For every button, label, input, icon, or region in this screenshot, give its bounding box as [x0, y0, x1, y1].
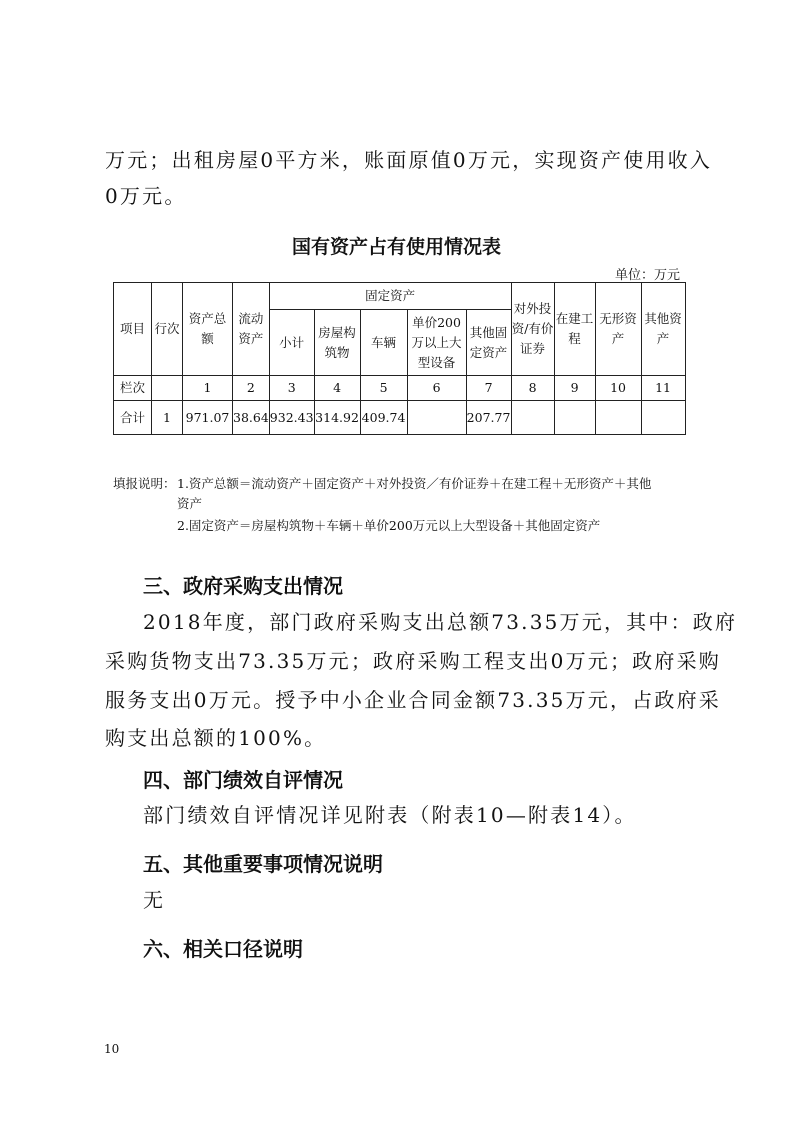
section-6-heading: 六、相关口径说明 [143, 937, 303, 961]
intro-line-2: 0万元。 [105, 184, 187, 208]
header-current-assets: 流动资产 [233, 283, 270, 376]
notes-line-1: 1.资产总额＝流动资产＋固定资产＋对外投资／有价证券＋在建工程＋无形资产＋其他 [177, 476, 652, 491]
table-cell: 7 [466, 376, 511, 401]
notes-line-2: 2.固定资产＝房屋构筑物＋车辆＋单价200万元以上大型设备＋其他固定资产 [177, 518, 601, 533]
table-cell: 971.07 [183, 401, 233, 435]
section-3-line-1: 2018年度，部门政府采购支出总额73.35万元，其中：政府 [143, 610, 738, 634]
header-buildings: 房屋构筑物 [314, 310, 360, 376]
header-row-no: 行次 [152, 283, 183, 376]
header-vehicles: 车辆 [360, 310, 407, 376]
table-cell: 932.43 [269, 401, 314, 435]
table-cell [554, 401, 595, 435]
header-large-equipment: 单价200万以上大型设备 [407, 310, 466, 376]
header-construction: 在建工程 [554, 283, 595, 376]
table-unit: 单位：万元 [614, 268, 680, 283]
notes-label: 填报说明： [113, 476, 176, 491]
header-subtotal: 小计 [269, 310, 314, 376]
table-cell: 6 [407, 376, 466, 401]
intro-line-1: 万元；出租房屋0平方米，账面原值0万元，实现资产使用收入 [105, 148, 713, 172]
table-cell [595, 401, 641, 435]
section-3-line-2: 采购货物支出73.35万元；政府采购工程支出0万元；政府采购 [105, 649, 721, 673]
header-other-fixed: 其他固定资产 [466, 310, 511, 376]
table-cell: 409.74 [360, 401, 407, 435]
section-3-line-3: 服务支出0万元。授予中小企业合同金额73.35万元，占政府采 [105, 688, 721, 712]
table-cell: 8 [511, 376, 554, 401]
page-number: 10 [104, 1042, 120, 1056]
table-title: 国有资产占有使用情况表 [291, 236, 501, 258]
table-cell [407, 401, 466, 435]
table-cell: 11 [641, 376, 685, 401]
header-other-assets: 其他资产 [641, 283, 685, 376]
table-cell: 9 [554, 376, 595, 401]
table-cell [641, 401, 685, 435]
table-cell: 栏次 [114, 376, 152, 401]
asset-usage-table [113, 282, 686, 435]
header-intangible: 无形资产 [595, 283, 641, 376]
table-cell: 207.77 [466, 401, 511, 435]
section-5-text: 无 [143, 888, 166, 912]
section-5-heading: 五、其他重要事项情况说明 [143, 852, 383, 876]
header-fixed-assets: 固定资产 [269, 283, 511, 310]
table-cell: 2 [233, 376, 270, 401]
table-cell: 3 [269, 376, 314, 401]
section-3-line-4: 购支出总额的100%。 [105, 726, 327, 750]
table-cell: 5 [360, 376, 407, 401]
header-total-assets: 资产总额 [183, 283, 233, 376]
section-4-text: 部门绩效自评情况详见附表（附表10—附表14）。 [143, 803, 637, 827]
header-item: 项目 [114, 283, 152, 376]
table-cell [152, 376, 183, 401]
section-4-heading: 四、部门绩效自评情况 [143, 768, 343, 792]
table-cell: 4 [314, 376, 360, 401]
table-cell: 314.92 [314, 401, 360, 435]
table-cell: 1 [183, 376, 233, 401]
section-3-heading: 三、政府采购支出情况 [143, 574, 343, 598]
table-cell [511, 401, 554, 435]
table-cell: 1 [152, 401, 183, 435]
header-investments: 对外投资/有价证券 [511, 283, 554, 376]
column-number-row [114, 376, 686, 401]
table-cell: 合计 [114, 401, 152, 435]
table-cell: 38.64 [233, 401, 270, 435]
table-cell: 10 [595, 376, 641, 401]
notes-line-1b: 资产 [177, 496, 203, 511]
total-row [114, 401, 686, 435]
